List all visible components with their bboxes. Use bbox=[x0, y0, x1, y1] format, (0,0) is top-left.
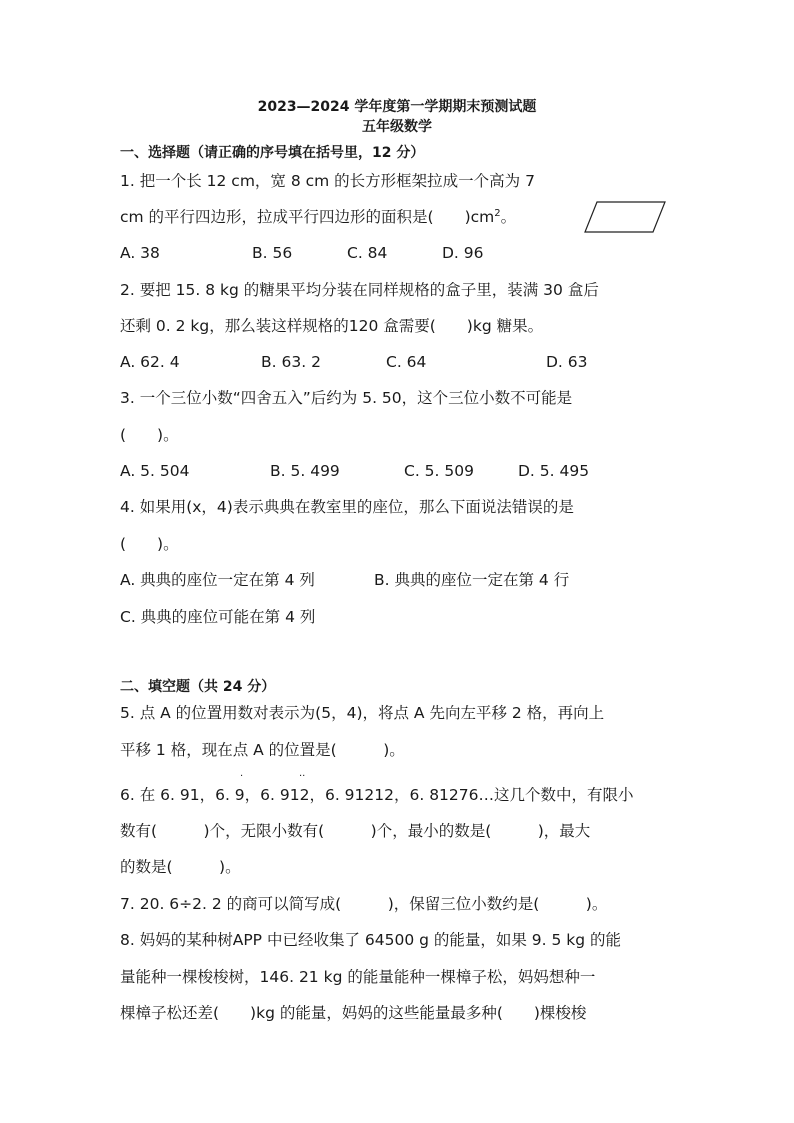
q8-line1: 8. 妈妈的某种树APP 中已经收集了 64500 g 的能量，如果 9. 5 kg 的能 bbox=[120, 931, 622, 949]
q4-option-a: A. 典典的座位一定在第 4 列 bbox=[120, 571, 315, 589]
q3-option-d: D. 5. 495 bbox=[518, 462, 590, 480]
q6-line1: 6. 在 6. 91，6. 9，6. 912，6. 91212，6. 81276…这几个数中，有限小 bbox=[120, 786, 634, 804]
parallelogram-shape bbox=[585, 202, 665, 232]
q2-option-c: C. 64 bbox=[386, 353, 427, 371]
q3-option-b: B. 5. 499 bbox=[270, 462, 340, 480]
q5-line2: 平移 1 格，现在点 A 的位置是( )。 bbox=[120, 741, 405, 759]
parallelogram-figure bbox=[583, 199, 667, 235]
q1-line2-text: cm 的平行四边形，拉成平行四边形的面积是( )cm bbox=[120, 208, 495, 226]
q4-line2: ( )。 bbox=[120, 535, 179, 553]
repeating-dot-2: ·· bbox=[299, 771, 306, 782]
q2-line2: 还剩 0. 2 kg，那么装这样规格的120 盒需要( )kg 糖果。 bbox=[120, 317, 544, 335]
q1-line1: 1. 把一个长 12 cm，宽 8 cm 的长方形框架拉成一个高为 7 bbox=[120, 172, 535, 190]
q3-option-a: A. 5. 504 bbox=[120, 462, 190, 480]
q1-option-b: B. 56 bbox=[252, 244, 293, 262]
q7-line1: 7. 20. 6÷2. 2 的商可以简写成( )，保留三位小数约是( )。 bbox=[120, 895, 608, 913]
repeating-dot-1: · bbox=[240, 771, 244, 782]
q3-option-c: C. 5. 509 bbox=[404, 462, 474, 480]
q1-unit-superscript: 2 bbox=[494, 207, 501, 219]
section-1-heading: 一、选择题（请正确的序号填在括号里，12 分） bbox=[120, 145, 425, 161]
exam-title: 2023—2024 学年度第一学期期末预测试题 bbox=[257, 99, 537, 115]
q6-line3: 的数是( )。 bbox=[120, 858, 241, 876]
q8-line3: 棵樟子松还差( )kg 的能量，妈妈的这些能量最多种( )棵梭梭 bbox=[120, 1004, 587, 1022]
q5-line1: 5. 点 A 的位置用数对表示为(5，4)，将点 A 先向左平移 2 格，再向上 bbox=[120, 704, 605, 722]
q3-line1: 3. 一个三位小数“四舍五入”后约为 5. 50，这个三位小数不可能是 bbox=[120, 389, 573, 407]
q1-line2 bbox=[120, 207, 517, 226]
q4-option-c: C. 典典的座位可能在第 4 列 bbox=[120, 608, 316, 626]
q1-line2-end: 。 bbox=[500, 208, 517, 226]
q4-option-b: B. 典典的座位一定在第 4 行 bbox=[374, 571, 570, 589]
q2-option-d: D. 63 bbox=[546, 353, 588, 371]
q1-option-a: A. 38 bbox=[120, 244, 160, 262]
q2-line1: 2. 要把 15. 8 kg 的糖果平均分装在同样规格的盒子里，装满 30 盒后 bbox=[120, 281, 599, 299]
q3-line2: ( )。 bbox=[120, 426, 179, 444]
q4-line1: 4. 如果用(x，4)表示典典在教室里的座位，那么下面说法错误的是 bbox=[120, 498, 574, 516]
q2-option-a: A. 62. 4 bbox=[120, 353, 180, 371]
q1-option-d: D. 96 bbox=[442, 244, 484, 262]
exam-subtitle: 五年级数学 bbox=[362, 119, 432, 135]
q8-line2: 量能种一棵梭梭树，146. 21 kg 的能量能种一棵樟子松，妈妈想种一 bbox=[120, 968, 596, 986]
q2-option-b: B. 63. 2 bbox=[261, 353, 321, 371]
q6-line2: 数有( )个，无限小数有( )个，最小的数是( )，最大 bbox=[120, 822, 591, 840]
section-2-heading: 二、填空题（共 24 分） bbox=[120, 679, 276, 695]
q1-option-c: C. 84 bbox=[347, 244, 388, 262]
